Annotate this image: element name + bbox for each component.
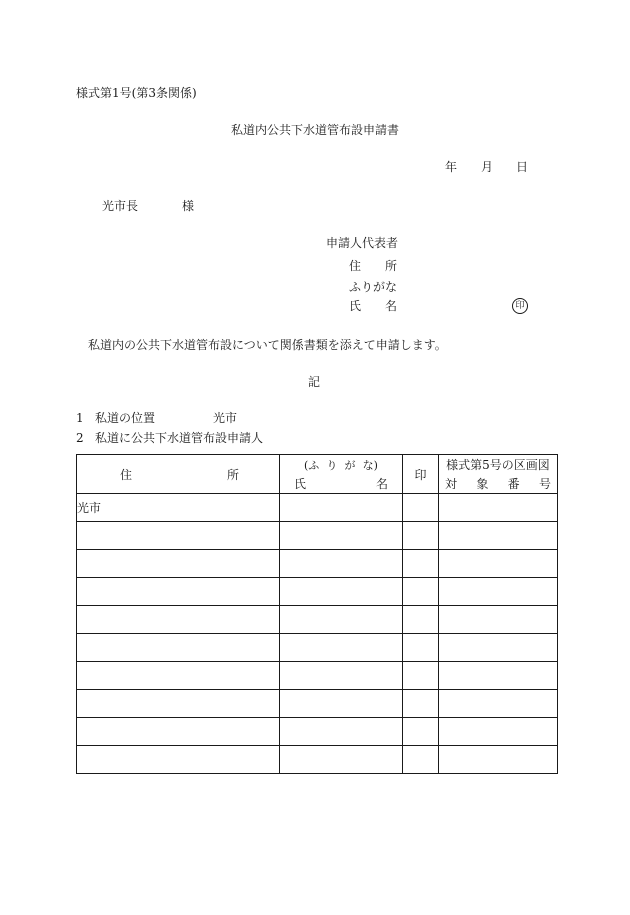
row-seal-cell[interactable]: [403, 494, 439, 522]
row-number-cell[interactable]: [439, 550, 558, 578]
row-number-cell[interactable]: [439, 578, 558, 606]
applicant-table: [76, 454, 558, 774]
applicant-address-label-2: 所: [385, 259, 398, 273]
row-address-cell[interactable]: [77, 662, 280, 690]
applicant-heading: 申請人代表者: [326, 236, 399, 250]
table-row: [77, 522, 558, 550]
table-row: [77, 690, 558, 718]
header-target-char-4: 号: [538, 477, 551, 491]
row-name-cell[interactable]: [280, 718, 403, 746]
header-address-char-2: 所: [226, 467, 239, 482]
item-1-value: 光市: [213, 411, 238, 425]
header-furigana-name: [280, 455, 403, 494]
row-number-cell[interactable]: [439, 634, 558, 662]
table-row: [77, 746, 558, 774]
header-target-number: [439, 455, 558, 494]
row-address-cell[interactable]: [77, 550, 280, 578]
header-address: [77, 455, 280, 494]
applicant-name-label-1: 氏: [349, 299, 362, 313]
row-number-cell[interactable]: [439, 606, 558, 634]
row-address-cell[interactable]: [77, 606, 280, 634]
row-seal-cell[interactable]: [403, 578, 439, 606]
applicant-name-label-2: 名: [385, 299, 398, 313]
header-seal: 印: [403, 455, 439, 494]
addressee-honorific: 様: [182, 199, 195, 213]
table-row: [77, 662, 558, 690]
row-address-cell[interactable]: 光市: [77, 494, 280, 522]
row-name-cell[interactable]: [280, 522, 403, 550]
row-name-cell[interactable]: [280, 606, 403, 634]
date-day-label: 日: [516, 160, 529, 174]
table-row: [77, 578, 558, 606]
applicant-address-label-1: 住: [349, 259, 362, 273]
seal-mark: 印: [512, 298, 528, 314]
row-seal-cell[interactable]: [403, 690, 439, 718]
header-furigana-1: (ふ: [304, 458, 320, 472]
header-name-char-2: 名: [375, 476, 388, 491]
ki-heading: 記: [308, 375, 321, 389]
body-text: 私道内の公共下水道管布設について関係書類を添えて申請します。: [88, 338, 447, 352]
row-seal-cell[interactable]: [403, 746, 439, 774]
row-address-cell[interactable]: [77, 578, 280, 606]
row-number-cell[interactable]: [439, 662, 558, 690]
table-row: [77, 718, 558, 746]
row-seal-cell[interactable]: [403, 634, 439, 662]
header-target-line1: 様式第5号の区画図: [446, 458, 550, 472]
header-furigana-4: な): [362, 458, 378, 472]
table-row: [77, 606, 558, 634]
header-furigana-3: が: [344, 458, 356, 472]
table-row: [77, 550, 558, 578]
row-address-cell[interactable]: [77, 634, 280, 662]
date-year-label: 年: [445, 160, 458, 174]
row-seal-cell[interactable]: [403, 522, 439, 550]
row-name-cell[interactable]: [280, 662, 403, 690]
item-1-label: 私道の位置: [95, 411, 156, 425]
row-address-cell[interactable]: [77, 718, 280, 746]
header-name-char-1: 氏: [294, 476, 307, 491]
row-address-cell[interactable]: [77, 746, 280, 774]
row-name-cell[interactable]: [280, 494, 403, 522]
addressee-name: 光市長: [102, 199, 139, 213]
header-target-char-1: 対: [445, 477, 458, 491]
page-title: 私道内公共下水道管布設申請書: [231, 123, 400, 137]
row-number-cell[interactable]: [439, 746, 558, 774]
form-number: 様式第1号(第3条関係): [76, 86, 197, 100]
item-1-number: 1: [76, 411, 84, 425]
row-name-cell[interactable]: [280, 690, 403, 718]
header-target-char-3: 番: [507, 477, 520, 491]
row-number-cell[interactable]: [439, 690, 558, 718]
item-2-number: 2: [76, 431, 84, 445]
row-seal-cell[interactable]: [403, 550, 439, 578]
row-address-cell[interactable]: [77, 522, 280, 550]
item-2-label: 私道に公共下水道管布設申請人: [95, 431, 264, 445]
row-name-cell[interactable]: [280, 634, 403, 662]
row-seal-cell[interactable]: [403, 662, 439, 690]
row-name-cell[interactable]: [280, 550, 403, 578]
row-name-cell[interactable]: [280, 578, 403, 606]
applicant-furigana-label: ふりがな: [349, 280, 398, 294]
row-number-cell[interactable]: [439, 522, 558, 550]
table-header-row: [77, 455, 558, 494]
row-number-cell[interactable]: [439, 718, 558, 746]
row-address-cell[interactable]: [77, 690, 280, 718]
row-name-cell[interactable]: [280, 746, 403, 774]
table-row: [77, 634, 558, 662]
row-seal-cell[interactable]: [403, 718, 439, 746]
header-address-char-1: 住: [120, 467, 133, 482]
row-number-cell[interactable]: [439, 494, 558, 522]
header-target-char-2: 象: [476, 477, 489, 491]
date-month-label: 月: [481, 160, 494, 174]
table-row: [77, 494, 558, 522]
row-seal-cell[interactable]: [403, 606, 439, 634]
header-furigana-2: り: [326, 458, 338, 472]
